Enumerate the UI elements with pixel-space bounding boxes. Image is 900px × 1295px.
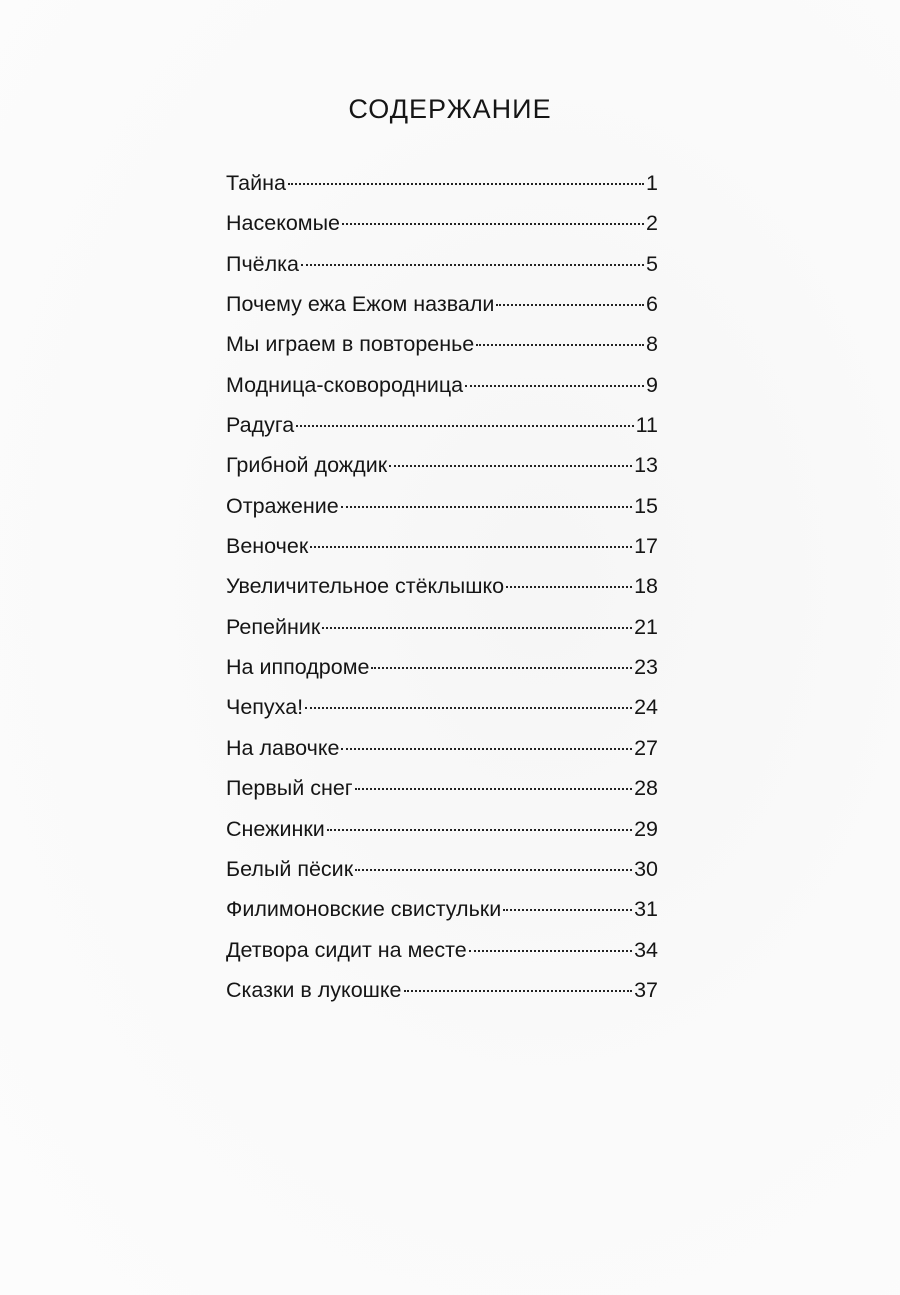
toc-entry-page: 37: [634, 977, 658, 1002]
toc-entry: [226, 768, 658, 808]
toc-entry: [226, 970, 658, 1010]
toc-entry-page: 13: [634, 453, 658, 478]
toc-entry-title: Первый снег: [226, 776, 353, 801]
toc-entry: [226, 163, 658, 203]
toc-entry-title: Репейник: [226, 614, 321, 639]
dot-leader: [503, 909, 632, 911]
dot-leader: [301, 264, 644, 266]
toc-entry-page: 11: [635, 413, 658, 438]
toc-entry: [226, 405, 658, 445]
toc-entry: [226, 526, 658, 566]
toc-entry-page: 23: [634, 655, 658, 680]
dot-leader: [355, 788, 632, 790]
toc-entry: [226, 284, 658, 324]
toc-entry-title: Радуга: [226, 413, 295, 438]
dot-leader: [322, 627, 632, 629]
dot-leader: [310, 546, 632, 548]
dot-leader: [506, 586, 632, 588]
toc-entry-page: 28: [634, 776, 658, 801]
toc-entry-title: Насекомые: [226, 211, 340, 236]
dot-leader: [465, 385, 644, 387]
dot-leader: [371, 667, 632, 669]
toc-entry: [226, 809, 658, 849]
toc-entry-title: Пчёлка: [226, 251, 299, 276]
toc-entry: [226, 445, 658, 485]
toc-entry: [226, 365, 658, 405]
dot-leader: [476, 344, 644, 346]
toc-entry-page: 18: [634, 574, 658, 599]
dot-leader: [296, 425, 633, 427]
dot-leader: [404, 990, 633, 992]
toc-entry: [226, 647, 658, 687]
toc-entry-page: 27: [634, 735, 658, 760]
toc-list: [226, 163, 658, 1010]
toc-entry-page: 15: [634, 493, 658, 518]
toc-entry-title: На лавочке: [226, 735, 340, 760]
toc-entry: [226, 889, 658, 929]
toc-entry: [226, 324, 658, 364]
toc-entry: [226, 244, 658, 284]
toc-entry-title: Детвора сидит на месте: [226, 937, 467, 962]
dot-leader: [288, 183, 644, 185]
toc-entry-title: Веночек: [226, 534, 309, 559]
toc-entry: [226, 930, 658, 970]
toc-entry-title: Сказки в лукошке: [226, 977, 402, 1002]
dot-leader: [342, 223, 644, 225]
toc-entry-page: 8: [646, 332, 658, 357]
dot-leader: [327, 829, 632, 831]
toc-entry-page: 21: [634, 614, 658, 639]
toc-entry-page: 9: [646, 372, 658, 397]
toc-entry: [226, 486, 658, 526]
toc-entry-title: Почему ежа Ежом назвали: [226, 292, 495, 317]
toc-entry-title: Филимоновские свистульки: [226, 897, 502, 922]
toc-entry-page: 5: [646, 251, 658, 276]
toc-entry-title: Белый пёсик: [226, 856, 354, 881]
dot-leader: [341, 506, 632, 508]
toc-entry: [226, 687, 658, 727]
toc-entry-title: Модница-сковородница: [226, 372, 464, 397]
toc-entry: [226, 203, 658, 243]
toc-entry-page: 34: [634, 937, 658, 962]
toc-entry-page: 2: [646, 211, 658, 236]
toc-entry-title: Грибной дождик: [226, 453, 388, 478]
toc-entry-page: 1: [646, 171, 658, 195]
toc-entry-title: Отражение: [226, 493, 339, 518]
toc-entry-page: 6: [646, 292, 658, 317]
toc-entry-title: Чепуха!: [226, 695, 304, 720]
toc-entry-title: На ипподроме: [226, 655, 370, 680]
toc-entry-title: Увеличительное стёклышко: [226, 574, 505, 599]
toc-entry-title: Тайна: [226, 171, 286, 195]
toc-entry-title: Снежинки: [226, 816, 325, 841]
dot-leader: [305, 707, 632, 709]
toc-entry: [226, 566, 658, 606]
toc-entry-page: 24: [634, 695, 658, 720]
toc-entry-page: 29: [634, 816, 658, 841]
dot-leader: [355, 869, 632, 871]
toc-entry: [226, 849, 658, 889]
dot-leader: [341, 748, 632, 750]
toc-title: СОДЕРЖАНИЕ: [348, 94, 552, 124]
toc-entry: [226, 607, 658, 647]
toc-entry-page: 31: [634, 897, 658, 922]
toc-entry-title: Мы играем в повторенье: [226, 332, 475, 357]
toc-entry-page: 30: [634, 856, 658, 881]
toc-entry-page: 17: [634, 534, 658, 559]
dot-leader: [389, 465, 632, 467]
toc-entry: [226, 728, 658, 768]
dot-leader: [469, 950, 632, 952]
dot-leader: [496, 304, 644, 306]
